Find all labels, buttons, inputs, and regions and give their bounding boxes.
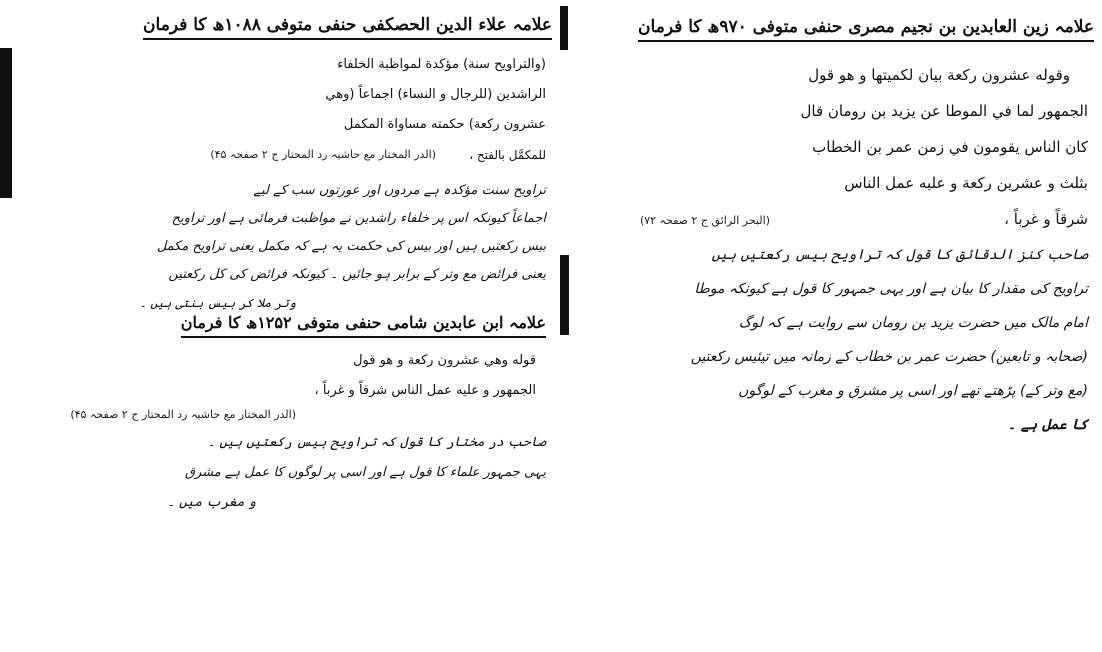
urdu-line: تراویح سنت مؤکدہ ہے مردوں اور عورتوں سب کے لیے bbox=[253, 183, 546, 198]
urdu-line: صاحب در مختار کا قول کہ تراویح بیس رکعتیں ہیں ۔ bbox=[207, 435, 546, 450]
arabic-line: (والتراويح سنة) مؤكدة لمواظبة الخلفاء bbox=[337, 57, 546, 72]
urdu-line: (صحابہ و تابعین) حضرت عمر بن خطاب کے زمانہ میں تیئیس رکعتیں bbox=[690, 349, 1088, 365]
citation: (البحر الرائق ج ۲ صفحہ ۷۲) bbox=[639, 214, 770, 227]
binding-mark-top bbox=[0, 48, 12, 198]
arabic-line: كان الناس يقومون في زمن عمر بن الخطاب bbox=[812, 138, 1088, 156]
right-column bbox=[560, 0, 1100, 652]
right-heading: علامہ زین العابدین بن نجیم مصری حنفی متوفی ۹۷۰ھ کا فرمان bbox=[638, 16, 1094, 42]
citation: (الدر المختار مع حاشیہ رد المحتار ج ۲ صفحہ ۴۵) bbox=[210, 148, 436, 161]
left-heading-1: علامہ علاء الدین الحصکفی حنفی متوفی ۱۰۸۸ھ کا فرمان bbox=[143, 14, 552, 40]
urdu-line: (مع وتر کے) پڑھتے تھے اور اسی پر مشرق و مغرب کے لوگوں bbox=[738, 383, 1088, 399]
urdu-line: و مغرب میں ۔ bbox=[167, 495, 256, 510]
urdu-line: صاحب کنز الدقائق کا قول کہ تراویح بیس رکعتیں ہیں bbox=[711, 247, 1088, 263]
urdu-line: اجماعاً کیونکہ اس پر خلفاء راشدین نے مواظبت فرمائی ہے اور تراویح bbox=[171, 211, 546, 226]
urdu-line: یہی جمہور علماء کا قول ہے اور اسی پر لوگوں کا عمل ہے مشرق bbox=[184, 465, 546, 480]
urdu-line: یعنی فرائض مع وتر کے برابر ہو جائیں ۔ کیونکہ فرائض کی کل رکعتیں bbox=[168, 267, 546, 282]
arabic-line: عشرون ركعة) حكمته مساواة المكمل bbox=[343, 117, 546, 132]
arabic-line: وقوله عشرون ركعة بيان لكميتها و هو قول bbox=[808, 66, 1070, 84]
arabic-line: الراشدين (للرجال و النساء) اجماعاً (وهي bbox=[325, 87, 546, 102]
binding-mark-top bbox=[560, 6, 568, 50]
binding-mark-bottom bbox=[560, 255, 569, 335]
arabic-line: الجمهور لما في الموطا عن يزيد بن رومان قال bbox=[800, 102, 1088, 120]
arabic-line: بثلث و عشرين ركعة و عليه عمل الناس bbox=[844, 174, 1088, 192]
arabic-line: شرقاً و غرباً ، bbox=[1004, 210, 1088, 228]
left-heading-2: علامہ ابن عابدین شامی حنفی متوفی ۱۲۵۲ھ کا فرمان bbox=[181, 312, 546, 338]
citation: (الدر المختار مع حاشیہ رد المحتار ج ۲ صفحہ ۴۵) bbox=[70, 408, 296, 421]
urdu-line: کا عمل ہے ۔ bbox=[1007, 417, 1088, 433]
arabic-line: قوله وهي عشرون ركعة و هو قول bbox=[353, 353, 536, 368]
urdu-line: تراویح کی مقدار کا بیان ہے اور یہی جمہور کا قول ہے کیونکہ موطا bbox=[694, 281, 1088, 297]
urdu-line: امام مالک میں حضرت یزید بن رومان سے روایت ہے کہ لوگ bbox=[738, 315, 1088, 331]
urdu-line: بیس رکعتیں ہیں اور بیس کی حکمت یہ ہے کہ مکمل یعنی تراویح مکمل bbox=[156, 239, 546, 254]
arabic-line: للمكمَّل بالفتح ، bbox=[469, 148, 546, 162]
arabic-line: الجمهور و عليه عمل الناس شرقاً و غرباً ، bbox=[314, 383, 536, 398]
urdu-line: وتر ملا کر بیس بنتی ہیں ۔ bbox=[139, 296, 296, 310]
